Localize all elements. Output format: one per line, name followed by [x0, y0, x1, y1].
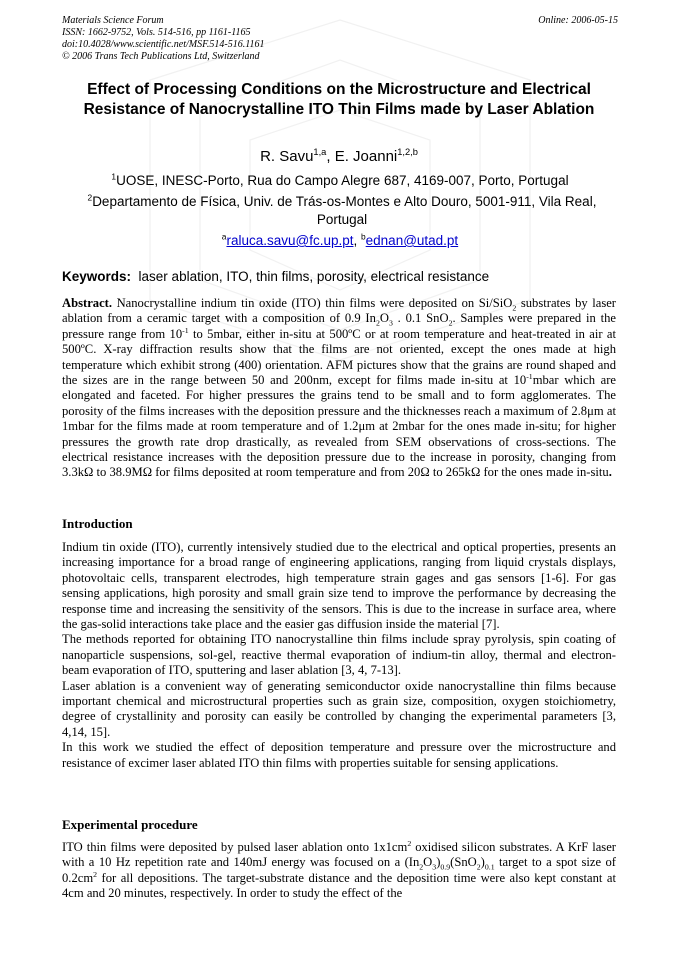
- abstract-subscript: 3: [388, 318, 393, 328]
- affiliation-text: Departamento de Física, Univ. de Trás-os-Montes e Alto Douro, 5001-911, Vila Real, Portugal: [92, 194, 597, 227]
- email-link-1[interactable]: raluca.savu@fc.up.pt: [226, 233, 354, 248]
- experimental-subscript: 2: [419, 862, 424, 872]
- author-superscript: 1,2,b: [397, 147, 418, 157]
- email-marker: b: [361, 231, 366, 242]
- author-superscript: 1,a: [313, 147, 327, 157]
- title-line-1: Effect of Processing Conditions on the Microstructure and Electrical: [87, 81, 591, 98]
- introduction-body: [62, 540, 616, 771]
- abstract-text: . 0.1 SnO: [392, 311, 449, 326]
- journal-header: [62, 15, 618, 63]
- experimental-subscript: 0.1: [484, 862, 495, 872]
- abstract-label: Abstract.: [62, 296, 113, 310]
- title-line-2: Resistance of Nanocrystalline ITO Thin Films made by Laser Ablation: [83, 101, 595, 118]
- experimental-superscript: 2: [407, 838, 412, 848]
- abstract-text: to 5mbar, either in-situ at 500ºC or at room temperature and heat-treated in air at 500ºC. X-ray diffraction results show that the films are not oriented, except the ones made at high temperature which exhibit strong (400) orientation. AFM pictures show that the grains are round shaped and the sizes are in the range between 50 and 200nm, except for films made in-situ at 10: [62, 326, 616, 388]
- experimental-subscript: 0.9: [440, 862, 451, 872]
- abstract-text: O: [379, 311, 389, 326]
- abstract-text: substrates by laser ablation from a ceramic target with a composition of 0.9 In: [62, 296, 617, 326]
- affiliation-1: [62, 172, 618, 190]
- section-heading-experimental: Experimental procedure: [62, 817, 198, 832]
- author-emails: [62, 232, 618, 250]
- experimental-text: O: [423, 855, 433, 870]
- section-heading-introduction: Introduction: [62, 516, 133, 531]
- experimental-text: (SnO: [450, 855, 477, 870]
- email-separator: ,: [353, 233, 361, 248]
- affiliation-2: [72, 193, 612, 229]
- abstract-end: .: [608, 465, 612, 480]
- experimental-subscript: 3: [432, 862, 437, 872]
- author-separator: ,: [326, 148, 335, 165]
- journal-doi: doi:10.4028/www.scientific.net/MSF.514-516.1161: [62, 39, 265, 50]
- online-date: Online: 2006-05-15: [538, 15, 618, 26]
- author-name: E. Joanni: [334, 148, 398, 165]
- abstract-subscript: 2: [512, 303, 517, 313]
- journal-copyright: © 2006 Trans Tech Publications Ltd, Switzerland: [62, 51, 260, 62]
- experimental-text: for all depositions. The target-substrate distance and the deposition time were also kept constant at 4cm and 20 minutes, respectively. In order to study the effect of the: [62, 870, 616, 901]
- experimental-text: ): [480, 855, 485, 870]
- experimental-superscript: 2: [93, 869, 98, 879]
- affiliation-number: 1: [111, 171, 117, 182]
- abstract-text: . Samples were prepared in the pressure range from 10: [62, 311, 617, 341]
- experimental-text: oxidised silicon substrates. A KrF laser with a 10 Hz repetition rate and 140mJ energy was focused on a (In: [62, 840, 616, 870]
- abstract: [62, 296, 616, 481]
- journal-name: Materials Science Forum: [62, 15, 164, 26]
- keywords: [62, 268, 618, 286]
- paper-title: [40, 80, 638, 120]
- experimental-text: ITO thin films were deposited by pulsed laser ablation onto 1x1cm: [62, 840, 408, 854]
- experimental-subscript: 2: [476, 862, 481, 872]
- experimental-body: [62, 840, 616, 902]
- abstract-subscript: 2: [375, 318, 380, 328]
- affiliation-text: UOSE, INESC-Porto, Rua do Campo Alegre 687, 4169-007, Porto, Portugal: [116, 173, 569, 188]
- introduction-paragraph: The methods reported for obtaining ITO nanocrystalline thin films include spray pyrolysis, spin coating of nanoparticle suspensions, sol-gel, reactive thermal evaporation of indium-tin alloy, thermal and electron-beam evaporation of ITO, sputtering and laser ablation [3, 4, 7-13].: [62, 632, 616, 678]
- journal-issn: ISSN: 1662-9752, Vols. 514-516, pp 1161-1165: [62, 27, 251, 38]
- author-name: R. Savu: [260, 148, 314, 165]
- email-marker: a: [221, 231, 227, 242]
- author-list: [40, 148, 638, 166]
- keywords-label: Keywords:: [62, 269, 132, 284]
- abstract-text: mbar which are elongated and faceted. For higher pressures the grains tend to be small and to form agglomerates. The porosity of the films increases with the deposition pressure and the thicknesses reach a maximum of 2.8μm at 1mbar for the films made at room temperature and of 1.2μm at 2mbar for the ones made in-situ; for higher pressures the growth rate drop drastically, as revealed from SEM observations of cross-sections. The electrical resistance increases with the deposition pressure due to the increase in porosity, changing from 3.3kΩ to 38.9MΩ for films deposited at room temperature and from 20Ω to 265kΩ for the ones made in-situ: [62, 373, 617, 480]
- email-link-2[interactable]: ednan@utad.pt: [365, 233, 459, 248]
- introduction-paragraph: In this work we studied the effect of deposition temperature and pressure over the microstructure and resistance of excimer laser ablated ITO thin films with properties suitable for sensing applications.: [62, 740, 616, 770]
- experimental-text: ): [436, 855, 441, 870]
- abstract-superscript: -1: [182, 325, 189, 335]
- abstract-superscript: -1: [526, 371, 533, 381]
- introduction-paragraph: Laser ablation is a convenient way of generating semiconductor oxide nanocrystalline thin films because important chemical and microstructural properties such as grain size, composition, oxygen stoichiometry, degree of crystallinity and porosity can easily be controlled by changing the experimental parameters [3, 4,14, 15].: [62, 678, 616, 739]
- affiliation-number: 2: [87, 192, 93, 203]
- experimental-text: target to a spot size of 0.2cm: [62, 855, 616, 885]
- keywords-text: laser ablation, ITO, thin films, porosity, electrical resistance: [138, 269, 490, 284]
- introduction-paragraph: Indium tin oxide (ITO), currently intensively studied due to the electrical and optical properties, presents an increasing importance for a broad range of engineering applications, ranging from liquid crystals displays, photovoltaic cells, transparent electrodes, high temperature strain gages and gas sensors [1-6]. For gas sensing applications, high porosity and small grain size tend to improve the performance by decreasing the response time and increasing the sensitivity of the sensors. This is due to the increase in surface area, where the gas-solid interactions take place and the easier gas diffusion inside the material [7].: [62, 540, 616, 632]
- abstract-subscript: 2: [448, 318, 453, 328]
- abstract-text: Nanocrystalline indium tin oxide (ITO) thin films were deposited on Si/SiO: [112, 296, 513, 310]
